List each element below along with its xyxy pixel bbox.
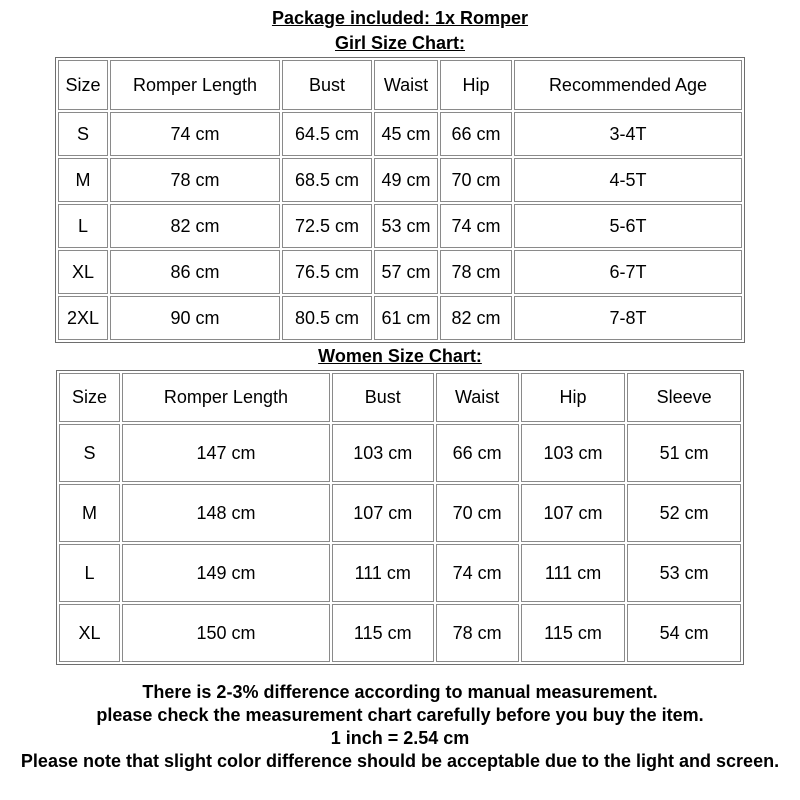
women-size-cell: L (59, 544, 120, 602)
girl-recommended-age-cell: 6-7T (514, 250, 742, 294)
note-line-4: Please note that slight color difference should be acceptable due to the light and screen. (20, 751, 780, 771)
girl-hip-cell: 74 cm (440, 204, 512, 248)
women-chart-row-xl (59, 604, 741, 662)
note-line-1: There is 2-3% difference according to manual measurement. (142, 682, 658, 702)
women-sleeve-cell: 51 cm (627, 424, 741, 482)
girl-size-cell: L (58, 204, 108, 248)
women-sleeve-cell: 54 cm (627, 604, 741, 662)
women-bust-cell: 107 cm (332, 484, 434, 542)
women-romper-length-cell: 147 cm (122, 424, 330, 482)
girl-waist-cell: 53 cm (374, 204, 438, 248)
women-size-cell: M (59, 484, 120, 542)
women-header-size: Size (59, 373, 120, 422)
girl-bust-cell: 64.5 cm (282, 112, 372, 156)
girl-romper-length-cell: 78 cm (110, 158, 280, 202)
women-chart-row-s (59, 424, 741, 482)
girl-chart-row-l (58, 204, 742, 248)
women-chart-row-l (59, 544, 741, 602)
girl-bust-cell: 76.5 cm (282, 250, 372, 294)
women-size-chart-table (56, 370, 744, 665)
girl-header-recommended-age: Recommended Age (514, 60, 742, 110)
note-line-2: please check the measurement chart carefully before you buy the item. (96, 705, 704, 725)
women-bust-cell: 103 cm (332, 424, 434, 482)
measurement-notes (0, 681, 800, 773)
women-header-sleeve: Sleeve (627, 373, 741, 422)
girl-romper-length-cell: 90 cm (110, 296, 280, 340)
girl-hip-cell: 78 cm (440, 250, 512, 294)
note-line-3: 1 inch = 2.54 cm (330, 728, 470, 748)
girl-hip-cell: 70 cm (440, 158, 512, 202)
women-waist-cell: 74 cm (436, 544, 519, 602)
girl-header-hip: Hip (440, 60, 512, 110)
women-romper-length-cell: 150 cm (122, 604, 330, 662)
girl-chart-row-2xl (58, 296, 742, 340)
women-size-cell: XL (59, 604, 120, 662)
women-header-romper-length: Romper Length (122, 373, 330, 422)
girl-chart-row-xl (58, 250, 742, 294)
women-waist-cell: 66 cm (436, 424, 519, 482)
women-hip-cell: 107 cm (521, 484, 626, 542)
women-hip-cell: 115 cm (521, 604, 626, 662)
girl-header-size: Size (58, 60, 108, 110)
women-header-hip: Hip (521, 373, 626, 422)
girl-recommended-age-cell: 4-5T (514, 158, 742, 202)
women-sleeve-cell: 53 cm (627, 544, 741, 602)
girl-recommended-age-cell: 5-6T (514, 204, 742, 248)
girl-romper-length-cell: 82 cm (110, 204, 280, 248)
women-size-chart-title: Women Size Chart: (318, 346, 482, 366)
girl-size-cell: 2XL (58, 296, 108, 340)
girl-chart-row-m (58, 158, 742, 202)
women-header-bust: Bust (332, 373, 434, 422)
women-chart-row-m (59, 484, 741, 542)
women-sleeve-cell: 52 cm (627, 484, 741, 542)
girl-bust-cell: 72.5 cm (282, 204, 372, 248)
women-waist-cell: 70 cm (436, 484, 519, 542)
girl-bust-cell: 80.5 cm (282, 296, 372, 340)
girl-chart-row-s (58, 112, 742, 156)
girl-bust-cell: 68.5 cm (282, 158, 372, 202)
girl-size-chart-title: Girl Size Chart: (334, 33, 466, 53)
girl-romper-length-cell: 74 cm (110, 112, 280, 156)
girl-size-cell: S (58, 112, 108, 156)
girl-size-chart-table (55, 57, 745, 343)
girl-size-cell: M (58, 158, 108, 202)
girl-hip-cell: 66 cm (440, 112, 512, 156)
women-romper-length-cell: 149 cm (122, 544, 330, 602)
girl-hip-cell: 82 cm (440, 296, 512, 340)
girl-recommended-age-cell: 3-4T (514, 112, 742, 156)
women-romper-length-cell: 148 cm (122, 484, 330, 542)
women-header-waist: Waist (436, 373, 519, 422)
girl-chart-header-row (58, 60, 742, 110)
girl-romper-length-cell: 86 cm (110, 250, 280, 294)
girl-header-bust: Bust (282, 60, 372, 110)
women-bust-cell: 115 cm (332, 604, 434, 662)
women-chart-header-row (59, 373, 741, 422)
girl-waist-cell: 57 cm (374, 250, 438, 294)
women-size-cell: S (59, 424, 120, 482)
women-hip-cell: 103 cm (521, 424, 626, 482)
girl-waist-cell: 49 cm (374, 158, 438, 202)
women-waist-cell: 78 cm (436, 604, 519, 662)
girl-waist-cell: 45 cm (374, 112, 438, 156)
women-bust-cell: 111 cm (332, 544, 434, 602)
girl-waist-cell: 61 cm (374, 296, 438, 340)
girl-header-romper-length: Romper Length (110, 60, 280, 110)
package-included-title: Package included: 1x Romper (271, 8, 529, 28)
women-hip-cell: 111 cm (521, 544, 626, 602)
girl-header-waist: Waist (374, 60, 438, 110)
girl-recommended-age-cell: 7-8T (514, 296, 742, 340)
girl-size-cell: XL (58, 250, 108, 294)
